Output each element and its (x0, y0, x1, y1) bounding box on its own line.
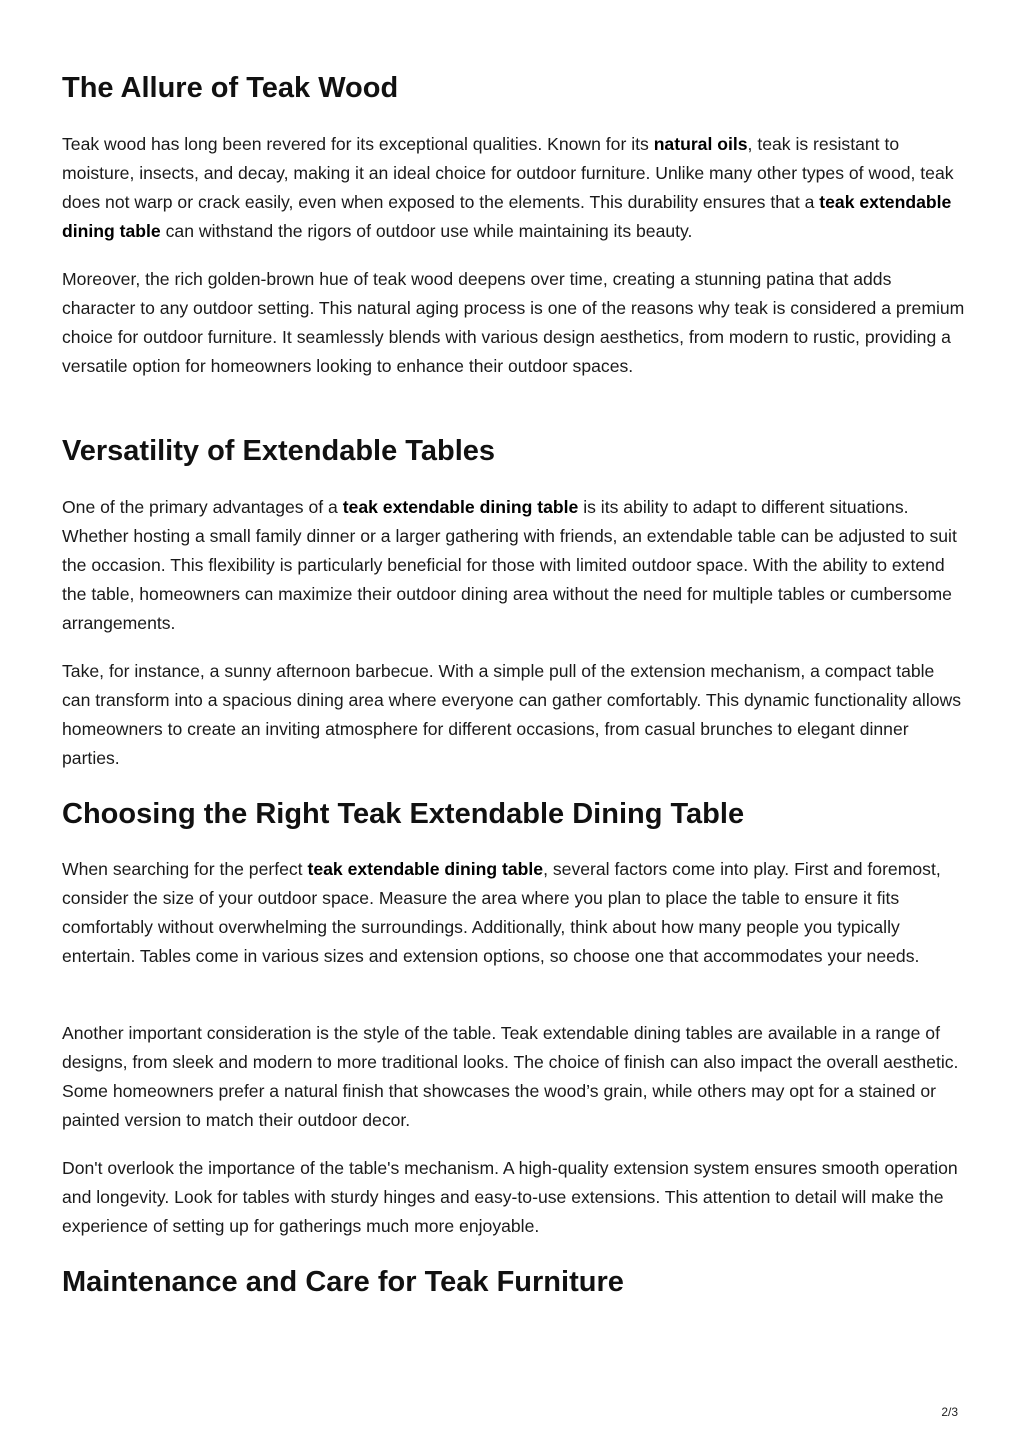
text-run: One of the primary advantages of a (62, 497, 343, 517)
section-heading-maintenance: Maintenance and Care for Teak Furniture (62, 1266, 624, 1298)
bold-term: teak extendable dining table (342, 497, 579, 517)
text-run: Moreover, the rich golden-brown hue of teak wood deepens over time, creating a stunning patina that adds character to any outdoor setting. This natural aging process is one of the reasons why teak is considered a premium choice for outdoor furniture. It seamlessly blends with various design aesthetics, from modern to rustic, providing a versatile option for homeowners looking to enhance their outdoor spaces. (62, 269, 965, 376)
page-number: 2/3 (941, 1405, 958, 1419)
paragraph-choosing-1 (62, 855, 966, 971)
section-heading-choosing: Choosing the Right Teak Extendable Dining Table (62, 798, 745, 830)
text-run: When searching for the perfect (62, 859, 308, 879)
text-run: , teak is resistant to moisture, insects, and decay, making it an ideal choice for outdoor furniture. Unlike many other types of wood, teak does not warp or crack easily, even when exposed to the elements. This durability ensures that a (62, 134, 954, 212)
paragraph-allure-1 (62, 130, 966, 246)
paragraph-choosing-2 (62, 1019, 966, 1135)
text-run: is its ability to adapt to different situations. Whether hosting a small family dinner or a larger gathering with friends, an extendable table can be adjusted to suit the occasion. This flexibility is particularly beneficial for those with limited outdoor space. With the ability to extend the table, homeowners can maximize their outdoor dining area without the need for multiple tables or cumbersome arrangements. (62, 497, 957, 633)
text-run: , several factors come into play. First and foremost, consider the size of your outdoor space. Measure the area where you plan to place the table to ensure it fits comfortably without overwhelming the surroundings. Additionally, think about how many people you typically entertain. Tables come in various sizes and extension options, so choose one that accommodates your needs. (62, 859, 941, 966)
text-run: Don't overlook the importance of the table's mechanism. A high-quality extension system ensures smooth operation and longevity. Look for tables with sturdy hinges and easy-to-use extensions. This attention to detail will make the experience of setting up for gatherings much more enjoyable. (62, 1158, 958, 1236)
text-run: Take, for instance, a sunny afternoon barbecue. With a simple pull of the extension mechanism, a compact table can transform into a spacious dining area where everyone can gather comfortably. This dynamic functionality allows homeowners to create an inviting atmosphere for different occasions, from casual brunches to elegant dinner parties. (62, 661, 962, 768)
section-heading-allure: The Allure of Teak Wood (62, 72, 399, 104)
text-run: Teak wood has long been revered for its exceptional qualities. Known for its (62, 134, 654, 154)
paragraph-versatility-2 (62, 657, 966, 773)
bold-term: natural oils (653, 134, 748, 154)
text-run: can withstand the rigors of outdoor use while maintaining its beauty. (160, 221, 693, 241)
paragraph-versatility-1 (62, 493, 966, 638)
paragraph-choosing-3 (62, 1154, 966, 1241)
text-run: Another important consideration is the style of the table. Teak extendable dining tables are available in a range of designs, from sleek and modern to more traditional looks. The choice of finish can also impact the overall aesthetic. Some homeowners prefer a natural finish that showcases the wood’s grain, while others may opt for a stained or painted version to match their outdoor decor. (62, 1023, 959, 1130)
bold-term: teak extendable dining table (62, 192, 952, 241)
paragraph-allure-2 (62, 265, 966, 381)
section-heading-versatility: Versatility of Extendable Tables (62, 435, 496, 467)
bold-term: teak extendable dining table (307, 859, 544, 879)
